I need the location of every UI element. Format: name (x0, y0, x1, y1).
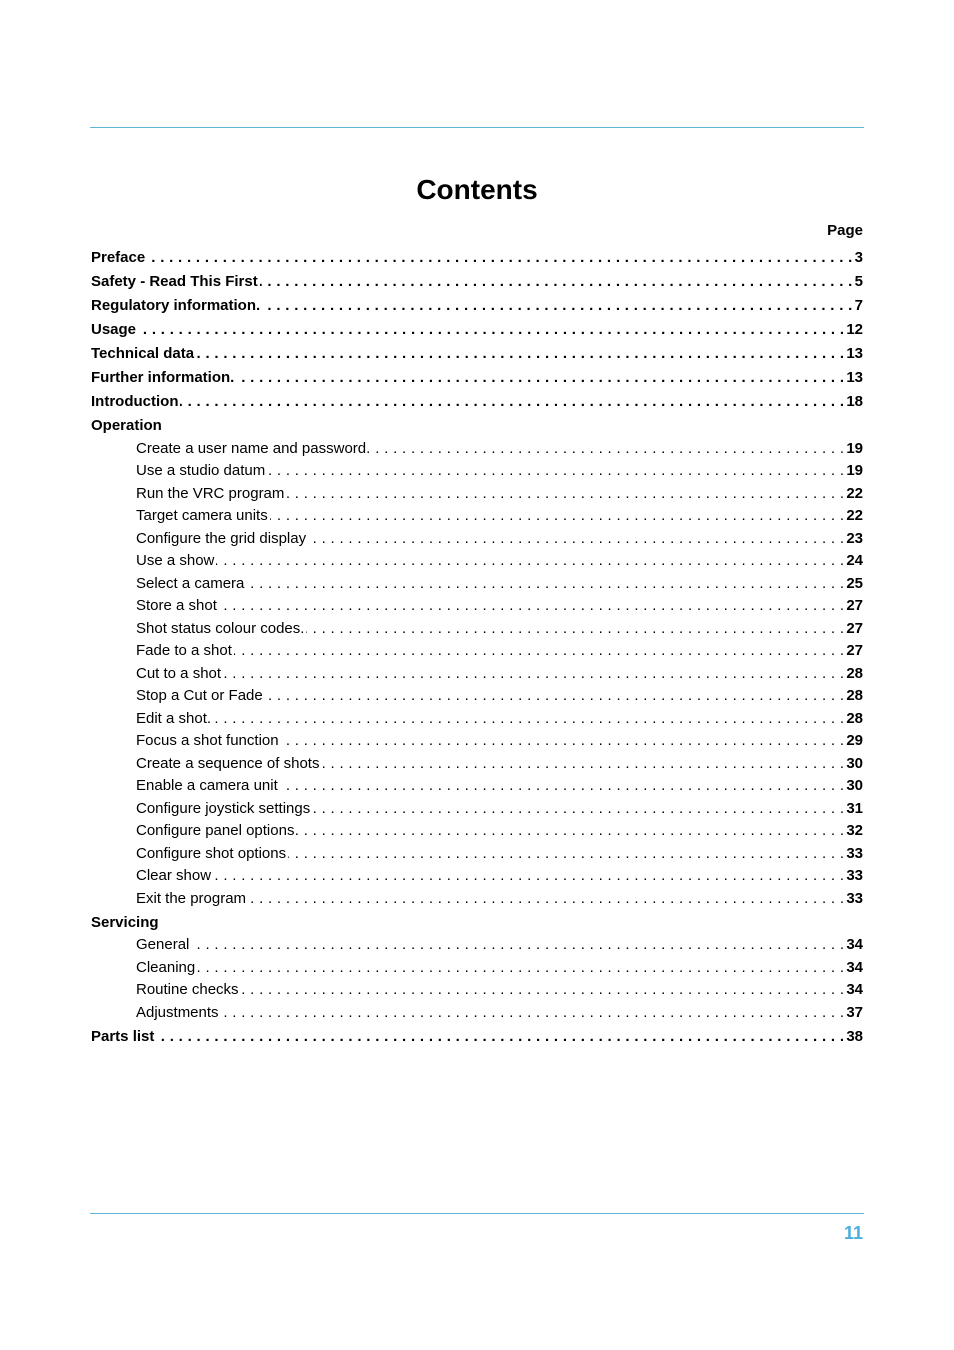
toc-entry-page: 27 (846, 619, 863, 637)
dot-leader (241, 981, 845, 999)
toc-entry[interactable] (91, 615, 863, 638)
toc-entry-page: 33 (846, 844, 863, 862)
toc-entry-page: 3 (854, 249, 863, 266)
toc-entry[interactable] (91, 480, 863, 503)
toc-entry[interactable] (91, 363, 863, 387)
toc-entry-page: 25 (846, 574, 863, 592)
toc-entry-page: 24 (846, 552, 863, 569)
dot-leader (248, 890, 844, 908)
toc-entry[interactable] (91, 1022, 863, 1046)
toc-entry-label: Edit a shot. (136, 709, 212, 727)
toc-entry[interactable] (91, 660, 863, 683)
toc-entry-page: 12 (846, 321, 863, 338)
dot-leader (246, 575, 844, 593)
toc-entry-label: Usage (91, 321, 137, 338)
toc-entry[interactable] (91, 291, 863, 315)
toc-entry[interactable] (91, 977, 863, 1000)
toc-entry-page: 7 (854, 297, 863, 314)
toc-entry-page: 30 (846, 777, 863, 794)
toc-entry-page: 19 (846, 462, 863, 479)
toc-entry[interactable] (91, 570, 863, 593)
page-title: Contents (416, 174, 538, 205)
toc-entry-page: 37 (846, 1003, 863, 1021)
toc-entry[interactable] (91, 932, 863, 955)
toc-entry-page: 34 (846, 958, 863, 976)
toc-entry-label: Parts list (91, 1027, 155, 1045)
page-number: 11 (843, 1223, 863, 1243)
toc-entry-page: 34 (846, 981, 863, 998)
toc-entry[interactable] (91, 840, 863, 863)
dot-leader (288, 845, 844, 863)
dot-leader (191, 936, 844, 954)
dot-leader (262, 297, 852, 315)
dot-leader (321, 755, 844, 773)
dot-leader (221, 1004, 845, 1022)
toc-entry-label: Use a show (136, 552, 215, 569)
toc-entry-label: Configure panel options (136, 822, 295, 839)
toc-entry-label: Create a sequence of shots (136, 754, 320, 772)
toc-entry-label: Cleaning (136, 958, 196, 976)
toc-entry-page: 5 (854, 273, 863, 290)
toc-entry-page: 28 (846, 687, 863, 704)
toc-entry-page: 33 (846, 867, 863, 884)
toc-entry-page: 22 (846, 484, 863, 502)
dot-leader (219, 597, 844, 615)
toc-entry-label: Operation (91, 417, 162, 434)
toc-entry[interactable] (91, 999, 863, 1022)
toc-entry-page: 28 (846, 709, 863, 727)
toc-entry[interactable] (91, 243, 863, 267)
toc-entry[interactable] (91, 548, 863, 571)
dot-leader (296, 822, 844, 840)
toc-entry-label: Routine checks (136, 981, 239, 998)
toc-entry-label: Clear show (136, 867, 212, 884)
toc-entry[interactable] (91, 339, 863, 363)
toc-entry-label: Stop a Cut or Fade (136, 687, 263, 704)
toc-entry-page: 28 (846, 664, 863, 682)
toc-entry-label: Use a studio datum (136, 462, 266, 479)
toc-entry[interactable] (91, 773, 863, 796)
toc-entry[interactable] (91, 435, 863, 458)
toc-entry-page: 30 (846, 754, 863, 772)
toc-entry-label: Cut to a shot (136, 664, 222, 682)
dot-leader (308, 530, 844, 548)
toc-entry-label: Run the VRC program (136, 484, 285, 502)
dot-leader (196, 345, 844, 363)
page-column-heading: Page (827, 222, 863, 239)
toc-entry[interactable] (91, 705, 863, 728)
toc-entry[interactable] (91, 267, 863, 291)
toc-entry[interactable] (91, 750, 863, 773)
dot-leader (234, 642, 844, 660)
bottom-divider (90, 1213, 864, 1214)
toc-entry-label: Configure shot options (136, 844, 287, 862)
toc-entry-page: 27 (846, 597, 863, 614)
toc-entry-label: Exit the program (136, 889, 247, 907)
toc-entry-page: 32 (846, 822, 863, 839)
toc-entry-label: Enable a camera unit (136, 777, 278, 794)
toc-entry-page: 34 (846, 936, 863, 953)
dot-leader (280, 777, 845, 795)
toc-entry-label: Safety - Read This First (91, 273, 258, 290)
toc-entry-label: Preface (91, 249, 146, 266)
toc-entry-label: Target camera units (136, 507, 268, 524)
toc-entry-page: 19 (846, 439, 863, 457)
toc-entry[interactable] (91, 818, 863, 841)
dot-leader (147, 249, 852, 267)
toc-entry-label: Regulatory information. (91, 297, 261, 314)
toc-section-heading (91, 908, 863, 932)
toc-entry-label: Technical data (91, 345, 195, 362)
dot-leader (180, 393, 844, 411)
dot-leader (312, 800, 844, 818)
toc-entry-label: Adjustments (136, 1003, 219, 1021)
toc-entry-page: 13 (846, 345, 863, 362)
toc-entry[interactable] (91, 885, 863, 908)
toc-entry-label: Configure the grid display (136, 529, 307, 547)
toc-entry-page: 27 (846, 642, 863, 659)
dot-leader (213, 710, 844, 728)
toc-entry-label: Servicing (91, 913, 159, 931)
dot-leader (236, 369, 844, 387)
toc-entry[interactable] (91, 863, 863, 886)
toc-entry-label: Configure joystick settings (136, 799, 311, 817)
toc-entry-label: Select a camera (136, 574, 245, 592)
dot-leader (270, 507, 845, 525)
dot-leader (286, 485, 844, 503)
toc-entry[interactable] (91, 593, 863, 616)
toc-entry-label: Further information. (91, 369, 235, 386)
dot-leader (223, 665, 844, 683)
toc-entry-label: General (136, 936, 190, 953)
dot-leader (281, 732, 845, 750)
toc-entry-page: 38 (846, 1027, 863, 1045)
dot-leader (213, 867, 844, 885)
toc-entry[interactable] (91, 638, 863, 661)
toc-entry[interactable] (91, 795, 863, 818)
toc-entry-page: 18 (846, 393, 863, 410)
toc-entry-page: 13 (846, 369, 863, 386)
toc-entry-label: Fade to a shot (136, 642, 232, 659)
dot-leader (216, 552, 844, 570)
toc-entry-label: Introduction (91, 393, 179, 410)
toc-entry[interactable] (91, 525, 863, 548)
toc-entry[interactable] (91, 387, 863, 411)
toc-entry-label: Store a shot (136, 597, 217, 614)
dot-leader (156, 1028, 844, 1046)
toc-entry[interactable] (91, 315, 863, 339)
dot-leader (372, 440, 844, 458)
dot-leader (265, 687, 845, 705)
dot-leader (306, 620, 844, 638)
toc-entry-label: Shot status colour codes. (136, 619, 305, 637)
toc-entry-label: Focus a shot function (136, 732, 279, 749)
dot-leader (267, 462, 844, 480)
toc-entry[interactable] (91, 954, 863, 977)
toc-entry[interactable] (91, 683, 863, 706)
toc-entry[interactable] (91, 458, 863, 481)
dot-leader (138, 321, 844, 339)
toc-entry[interactable] (91, 503, 863, 526)
dot-leader (197, 959, 844, 977)
table-of-contents (91, 243, 863, 1046)
toc-entry-page: 23 (846, 529, 863, 547)
toc-entry-page: 31 (846, 799, 863, 817)
toc-entry[interactable] (91, 728, 863, 751)
toc-entry-page: 29 (846, 732, 863, 749)
toc-entry-page: 22 (846, 507, 863, 524)
toc-entry-label: Create a user name and password. (136, 439, 371, 457)
toc-entry-page: 33 (846, 889, 863, 907)
top-divider (90, 127, 864, 128)
toc-section-heading (91, 411, 863, 435)
dot-leader (260, 273, 853, 291)
